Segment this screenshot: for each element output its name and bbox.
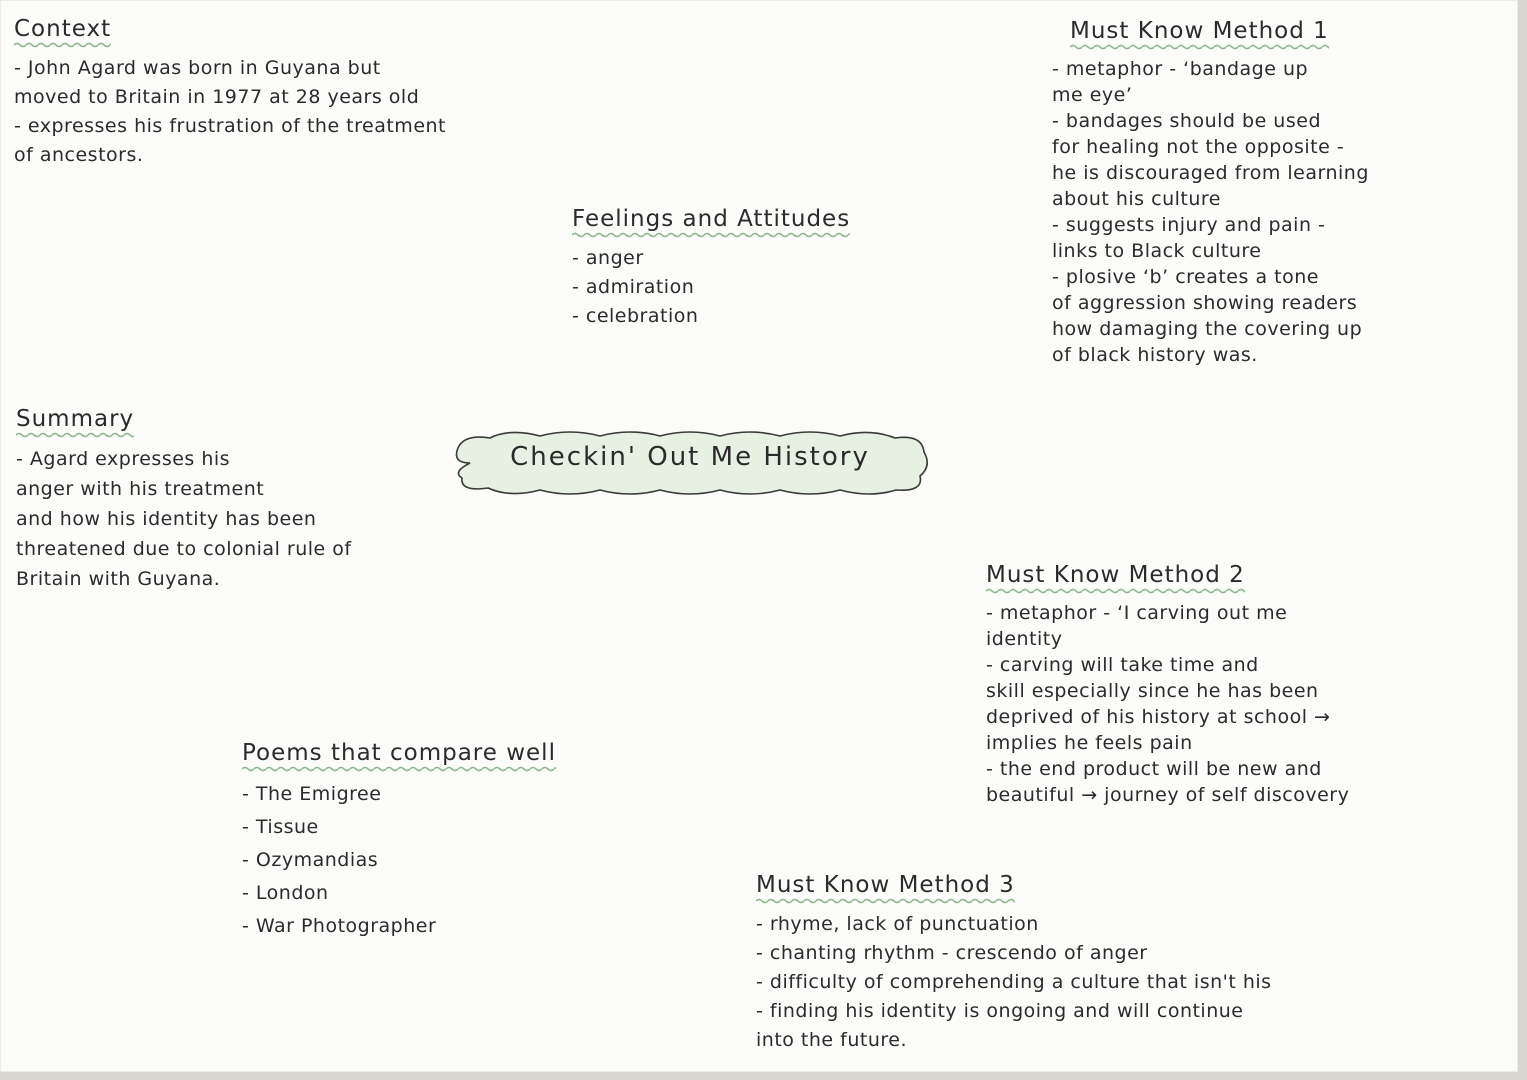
method3-line: - difficulty of comprehending a culture that isn't his [756,971,1272,993]
method2-heading: Must Know Method 2 [986,562,1245,594]
method2-line: beautiful → journey of self discovery [986,784,1350,806]
summary-line: anger with his treatment [16,478,265,500]
feelings-line: - anger [572,247,644,269]
summary-line: - Agard expresses his [16,448,231,470]
title-cloud [450,428,930,498]
poems-text [242,778,662,943]
context-line: moved to Britain in 1977 at 28 years old [14,86,420,108]
poems-line: - War Photographer [242,915,437,937]
method2-line: deprived of his history at school → [986,706,1331,728]
method1-line: - bandages should be used [1052,110,1321,132]
method3-line: - rhyme, lack of punctuation [756,913,1039,935]
method1-section [1052,18,1512,368]
method1-line: - metaphor - ‘bandage up [1052,58,1309,80]
context-section [14,16,654,170]
method1-line: he is discouraged from learning [1052,162,1369,184]
method2-line: skill especially since he has been [986,680,1319,702]
method3-line: - chanting rhythm - crescendo of anger [756,942,1148,964]
method2-text [986,600,1506,808]
method2-section [986,562,1506,808]
method1-text [1052,56,1512,368]
context-text [14,54,654,170]
context-heading: Context [14,16,111,48]
feelings-line: - admiration [572,276,695,298]
method2-line: - the end product will be new and [986,758,1322,780]
feelings-text [572,244,932,331]
method3-section [756,872,1496,1055]
poems-line: - London [242,882,329,904]
method2-line: - carving will take time and [986,654,1259,676]
poems-line: - Ozymandias [242,849,379,871]
poems-line: - Tissue [242,816,319,838]
method3-line: - finding his identity is ongoing and will continue [756,1000,1244,1022]
method1-line: of aggression showing readers [1052,292,1358,314]
method1-line: about his culture [1052,188,1221,210]
context-line: of ancestors. [14,144,144,166]
method1-line: - plosive ‘b’ creates a tone [1052,266,1319,288]
poems-heading: Poems that compare well [242,740,556,772]
poem-title: Checkin' Out Me History [510,442,870,472]
summary-line: threatened due to colonial rule of [16,538,352,560]
method1-line: links to Black culture [1052,240,1262,262]
method3-heading: Must Know Method 3 [756,872,1015,904]
poems-section [242,740,662,943]
method1-line: for healing not the opposite - [1052,136,1345,158]
method3-line: into the future. [756,1029,908,1051]
method3-text [756,910,1496,1055]
feelings-section [572,206,932,331]
feelings-heading: Feelings and Attitudes [572,206,850,238]
summary-line: Britain with Guyana. [16,568,221,590]
method2-line: implies he feels pain [986,732,1193,754]
method1-line: - suggests injury and pain - [1052,214,1326,236]
summary-heading: Summary [16,406,134,438]
method1-heading: Must Know Method 1 [1070,18,1329,50]
method2-line: identity [986,628,1063,650]
method1-line: of black history was. [1052,344,1258,366]
context-line: - John Agard was born in Guyana but [14,57,381,79]
method2-line: - metaphor - ‘I carving out me [986,602,1288,624]
summary-line: and how his identity has been [16,508,317,530]
feelings-line: - celebration [572,305,699,327]
method1-line: how damaging the covering up [1052,318,1363,340]
context-line: - expresses his frustration of the treatment [14,115,446,137]
poems-line: - The Emigree [242,783,382,805]
method1-line: me eye’ [1052,84,1133,106]
